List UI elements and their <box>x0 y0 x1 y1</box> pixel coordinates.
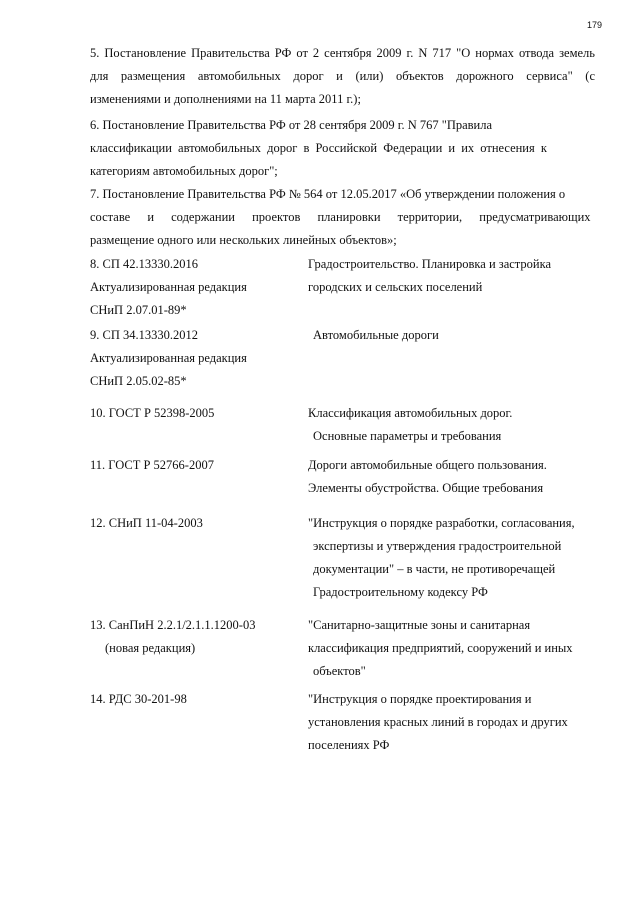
text-line: категориям автомобильных дорог"; <box>90 164 278 178</box>
ref-code-note: СНиП 2.05.02-85* <box>90 374 187 388</box>
text-line: для размещения автомобильных дорог и (или) объектов дорожного сервиса" (с <box>90 69 595 83</box>
ref-code-note: Актуализированная редакция <box>90 280 247 294</box>
ref-title-line: поселениях РФ <box>308 738 390 752</box>
text-line: 5. Постановление Правительства РФ от 2 сентября 2009 г. N 717 "О нормах отвода земель <box>90 46 595 60</box>
ref-12-title <box>308 512 598 604</box>
ref-title-line: Основные параметры и требования <box>313 429 502 443</box>
ref-title-line: "Инструкция о порядке разработки, согласования, <box>308 516 575 530</box>
ref-code: 10. ГОСТ Р 52398-2005 <box>90 406 215 420</box>
ref-10-code <box>90 402 214 425</box>
text-line: 7. Постановление Правительства РФ № 564 от 12.05.2017 «Об утверждении положения о <box>90 187 566 201</box>
ref-11-code <box>90 454 214 477</box>
ref-title-line: классификация предприятий, сооружений и иных <box>308 641 573 655</box>
ref-title-line: городских и сельских поселений <box>308 280 483 294</box>
ref-10-title <box>308 402 598 448</box>
text-line: составе и содержании проектов планировки территории, предусматривающих <box>90 210 591 224</box>
text-line: изменениями и дополнениями на 11 марта 2011 г.); <box>90 92 361 106</box>
ref-13-title <box>308 614 598 683</box>
ref-13-code <box>90 614 255 660</box>
text-line: классификации автомобильных дорог в Российской Федерации и их отнесения к <box>90 141 547 155</box>
ref-code: 11. ГОСТ Р 52766-2007 <box>90 458 214 472</box>
ref-9-code <box>90 324 247 393</box>
ref-title-line: экспертизы и утверждения градостроительной <box>313 539 562 553</box>
ref-14-code <box>90 688 187 711</box>
ref-title-line: Дороги автомобильные общего пользования. <box>308 458 547 472</box>
ref-code-note: СНиП 2.07.01-89* <box>90 303 187 317</box>
ref-title-line: документации" – в части, не противоречащей <box>313 562 556 576</box>
ref-12-code <box>90 512 203 535</box>
ref-title-line: установления красных линий в городах и других <box>308 715 568 729</box>
ref-code: 9. СП 34.13330.2012 <box>90 328 198 342</box>
text-line: 6. Постановление Правительства РФ от 28 сентября 2009 г. N 767 "Правила <box>90 118 493 132</box>
ref-title-line: Градостроительство. Планировка и застройка <box>308 257 552 271</box>
ref-title-line: "Инструкция о порядке проектирования и <box>308 692 532 706</box>
ref-title-line: объектов" <box>313 664 366 678</box>
text-line: размещение одного или нескольких линейных объектов»; <box>90 233 397 247</box>
ref-code: 13. СанПиН 2.2.1/2.1.1.1200-03 <box>90 618 256 632</box>
ref-title-line: Классификация автомобильных дорог. <box>308 406 513 420</box>
ref-code-note: (новая редакция) <box>105 641 196 655</box>
ref-14-title <box>308 688 598 757</box>
ref-8-title <box>308 253 598 299</box>
ref-8-code <box>90 253 247 322</box>
ref-code: 8. СП 42.13330.2016 <box>90 257 198 271</box>
ref-9-title <box>308 324 598 347</box>
ref-code: 12. СНиП 11-04-2003 <box>90 516 203 530</box>
paragraph-5 <box>90 42 595 111</box>
ref-11-title <box>308 454 598 500</box>
page-number: 179 <box>586 20 602 30</box>
paragraph-7 <box>90 183 595 252</box>
ref-title-line: Автомобильные дороги <box>313 328 439 342</box>
paragraph-6 <box>90 114 595 183</box>
ref-code: 14. РДС 30-201-98 <box>90 692 187 706</box>
ref-code-note: Актуализированная редакция <box>90 351 247 365</box>
ref-title-line: "Санитарно-защитные зоны и санитарная <box>308 618 531 632</box>
ref-title-line: Градостроительному кодексу РФ <box>313 585 488 599</box>
ref-title-line: Элементы обустройства. Общие требования <box>308 481 544 495</box>
